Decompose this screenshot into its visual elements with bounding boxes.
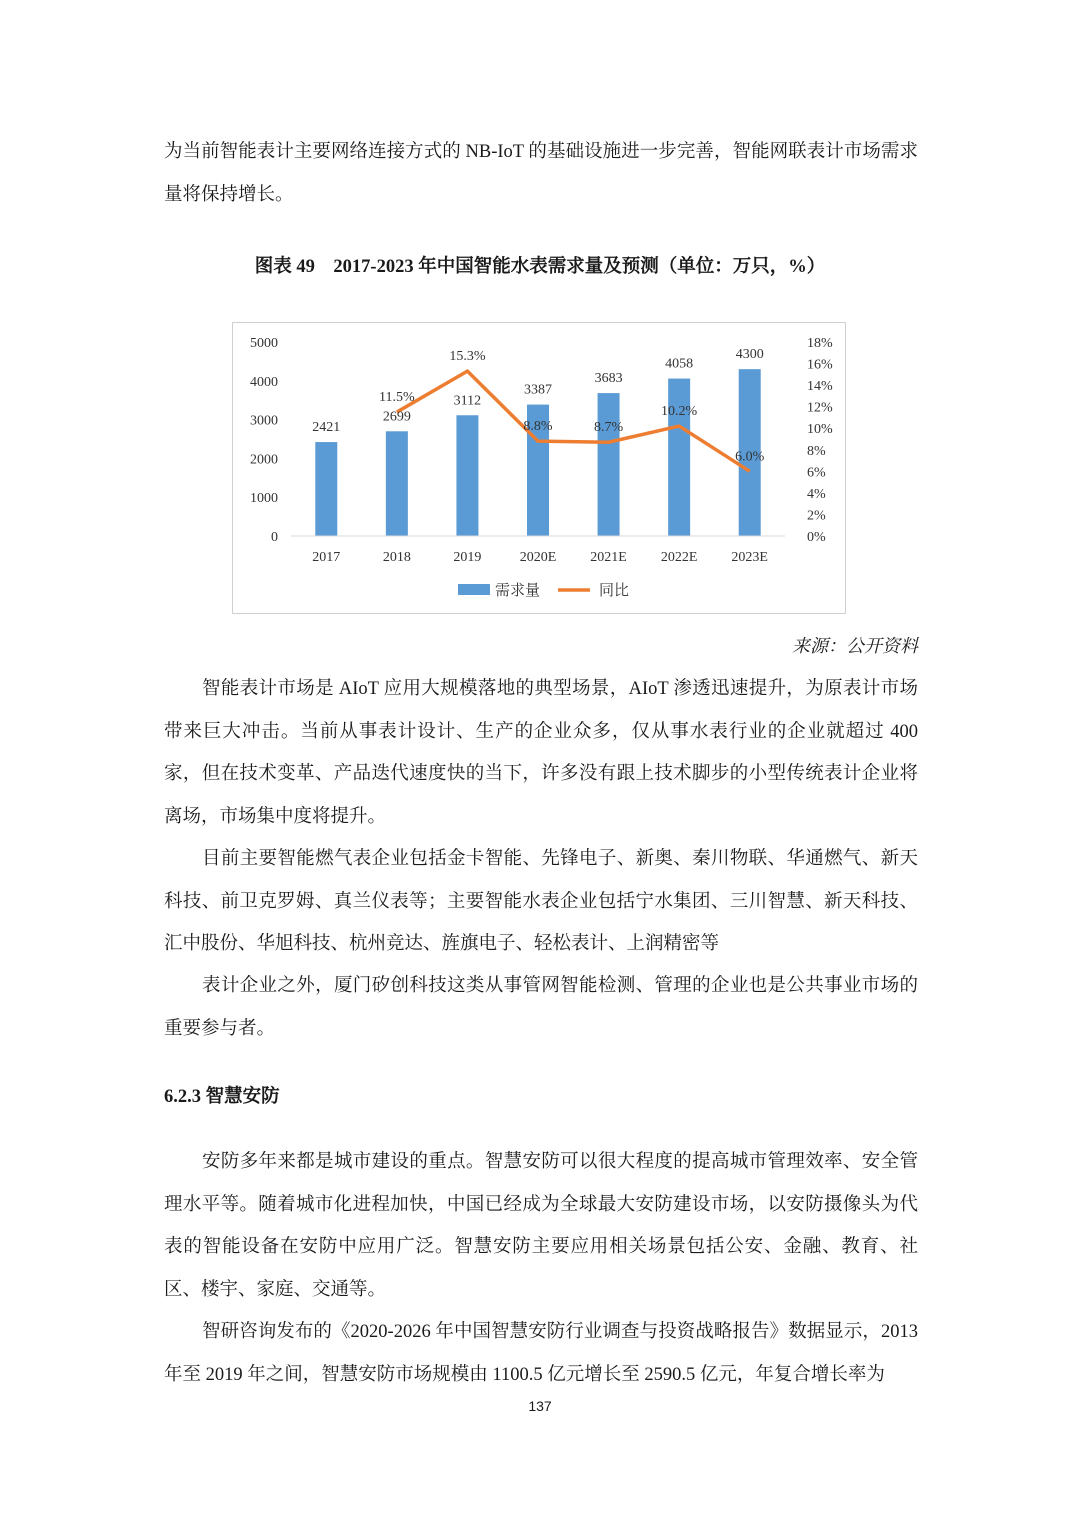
bar-demand-2021E [598,393,620,536]
left-axis-tick-label: 4000 [250,374,278,390]
x-axis-tick-label: 2022E [660,550,698,565]
figure-source: 来源：公开资料 [792,636,918,656]
line-data-label: 8.7% [593,420,624,436]
bar-demand-2018 [386,431,408,536]
line-data-label: 8.8% [523,419,553,435]
bar-data-label: 4058 [665,356,694,372]
right-axis-tick-label: 10% [807,422,833,438]
demand-chart [233,323,845,613]
x-axis-tick-label: 2023E [731,550,768,565]
x-axis-tick-label: 2018 [382,550,411,565]
chart-frame [232,322,846,614]
paragraph-aiot-market: 智能表计市场是 AIoT 应用大规模落地的典型场景，AIoT 渗透迅速提升，为原表计市场带来巨大冲击。当前从事表计设计、生产的企业众多，仅从事水表行业的企业就超过 400 家，但在技术变革、产品迭代速度快的当下，许多没有跟上技术脚步的小型传统表计企业将离场，市场集中度将提升。 [164,679,918,827]
bar-data-label: 2421 [312,420,341,436]
x-axis-tick-label: 2019 [453,550,482,565]
right-axis-tick-label: 12% [807,400,833,416]
paragraph-security-market-size: 智研咨询发布的《2020-2026 年中国智慧安防行业调查与投资战略报告》数据显示，2013 年至 2019 年之间，智慧安防市场规模由 1100.5 亿元增长至 2590.5 亿元，年复合增长率为 [164,1322,918,1385]
bar-data-label: 3112 [453,393,482,409]
legend-bar-label: 需求量 [495,583,541,599]
line-data-label: 6.0% [735,449,765,465]
page-number: 137 [528,1398,552,1414]
right-axis-tick-label: 0% [807,530,826,545]
paragraph-pipeline-companies: 表计企业之外，厦门矽创科技这类从事管网智能检测、管理的企业也是公共事业市场的重要参与者。 [164,976,918,1039]
left-axis-tick-label: 1000 [250,491,278,507]
paragraph-security-overview: 安防多年来都是城市建设的重点。智慧安防可以很大程度的提高城市管理效率、安全管理水平等。随着城市化进程加快，中国已经成为全球最大安防建设市场，以安防摄像头为代表的智能设备在安防中应用广泛。智慧安防主要应用相关场景包括公安、金融、教育、社区、楼宇、家庭、交通等。 [164,1152,918,1300]
bar-demand-2019 [456,415,478,536]
left-axis-tick-label: 2000 [250,452,278,468]
right-axis-tick-label: 4% [807,486,826,502]
figure-caption: 图表 49 2017-2023 年中国智能水表需求量及预测（单位：万只，%） [254,257,826,277]
bar-data-label: 4300 [735,347,764,363]
right-axis-tick-label: 6% [807,465,826,481]
line-data-label: 11.5% [379,390,415,406]
bar-data-label: 3387 [524,382,552,398]
left-axis-tick-label: 5000 [250,336,278,351]
legend-bar-swatch [458,584,490,595]
intro-paragraph: 为当前智能表计主要网络连接方式的 NB-IoT 的基础设施进一步完善，智能网联表计市场需求量将保持增长。 [164,142,918,205]
x-axis-tick-label: 2021E [590,550,627,565]
growth-rate-line [397,371,750,471]
right-axis-tick-label: 14% [807,379,833,395]
legend-line-label: 同比 [599,583,630,599]
right-axis-tick-label: 2% [807,508,826,524]
bar-data-label: 2699 [382,409,411,425]
line-data-label: 15.3% [449,349,486,365]
paragraph-meter-companies: 目前主要智能燃气表企业包括金卡智能、先锋电子、新奥、秦川物联、华通燃气、新天科技、前卫克罗姆、真兰仪表等；主要智能水表企业包括宁水集团、三川智慧、新天科技、汇中股份、华旭科技、杭州竞达、旌旗电子、轻松表计、上润精密等 [164,849,918,954]
bar-demand-2017 [315,442,337,536]
line-data-label: 10.2% [661,404,698,420]
bar-data-label: 3683 [594,371,623,387]
right-axis-tick-label: 8% [807,443,826,459]
x-axis-tick-label: 2020E [519,550,557,565]
x-axis-tick-label: 2017 [312,550,341,565]
left-axis-tick-label: 0 [271,530,278,545]
bar-demand-2022E [668,379,690,536]
right-axis-tick-label: 16% [807,357,833,373]
right-axis-tick-label: 18% [807,336,833,351]
left-axis-tick-label: 3000 [250,413,278,429]
section-title: 6.2.3 智慧安防 [164,1087,280,1107]
